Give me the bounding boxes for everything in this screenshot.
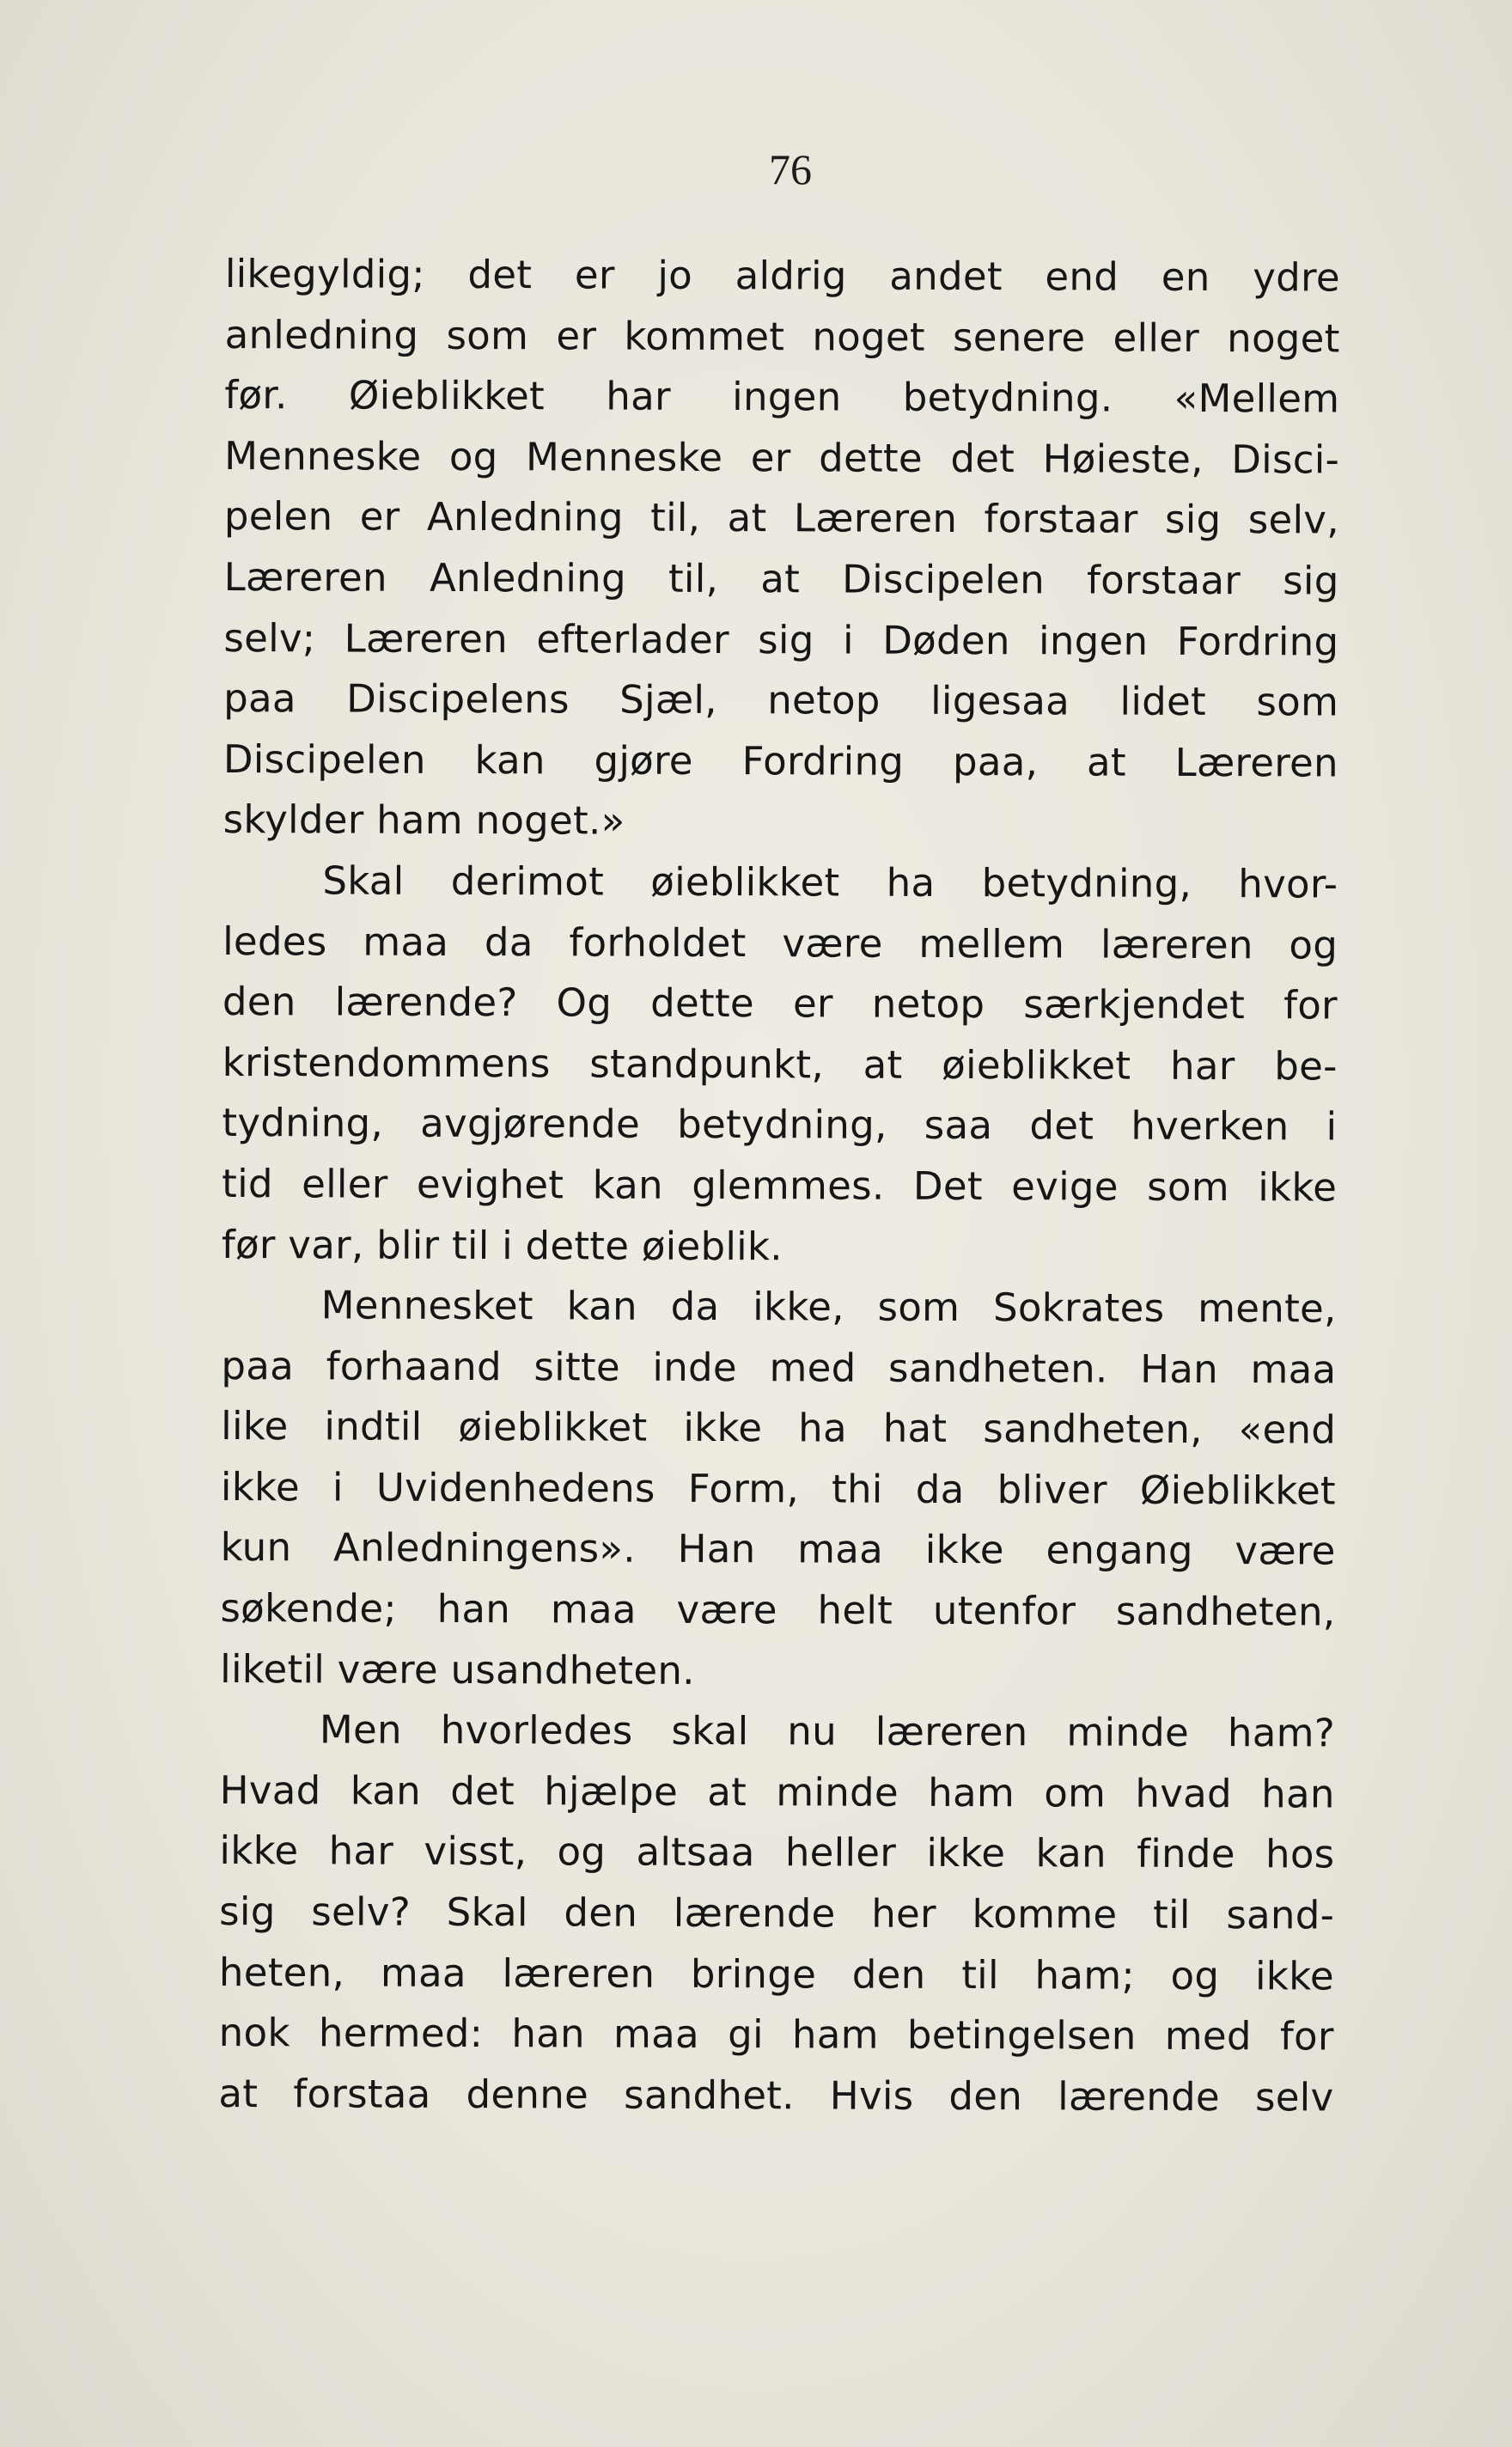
text-line: Discipelen kan gjøre Fordring paa, at Læreren bbox=[223, 735, 1338, 786]
text-line: Menneske og Menneske er dette det Høieste, Disci- bbox=[224, 432, 1340, 483]
text-line: Skal derimot øieblikket ha betydning, hvor- bbox=[322, 857, 1338, 907]
text-line: Læreren Anledning til, at Discipelen forstaar sig bbox=[223, 553, 1339, 604]
text-line: ledes maa da forholdet være mellem læreren og bbox=[223, 918, 1338, 968]
paragraph bbox=[223, 244, 1340, 854]
page-number: 76 bbox=[769, 145, 812, 193]
text-line: den lærende? Og dette er netop særkjendet for bbox=[222, 979, 1338, 1028]
text-line: selv; Læreren efterlader sig i Døden ingen Fordring bbox=[223, 614, 1339, 665]
text-line: likegyldig; det er jo aldrig andet end en ydre bbox=[224, 250, 1340, 301]
text-line: heten, maa læreren bringe den til ham; og ikke bbox=[218, 1949, 1335, 1999]
text-line: liketil være usandheten. bbox=[220, 1645, 695, 1693]
text-line: Hvad kan det hjælpe at minde ham om hvad han bbox=[219, 1767, 1335, 1817]
text-line: tydning, avgjørende betydning, saa det hverken i bbox=[222, 1100, 1338, 1150]
paragraph bbox=[220, 1275, 1337, 1704]
body-text bbox=[218, 244, 1340, 2128]
text-line: tid eller evighet kan glemmes. Det evige som ikke bbox=[222, 1160, 1338, 1211]
text-line: ikke har visst, og altsaa heller ikke kan finde hos bbox=[219, 1828, 1335, 1877]
paragraph bbox=[218, 1699, 1335, 2128]
text-line: kun Anledningens». Han maa ikke engang være bbox=[220, 1524, 1336, 1574]
text-line: sig selv? Skal den lærende her komme til sand- bbox=[219, 1889, 1335, 1938]
text-line: Men hvorledes skal nu læreren minde ham? bbox=[319, 1706, 1336, 1756]
text-line: søkende; han maa være helt utenfor sandheten, bbox=[220, 1585, 1336, 1635]
text-line: skylder ham noget.» bbox=[223, 796, 625, 844]
text-line: like indtil øieblikket ikke ha hat sandheten, «end bbox=[221, 1403, 1337, 1453]
text-line: før var, blir til i dette øieblik. bbox=[221, 1221, 783, 1269]
text-line: Mennesket kan da ikke, som Sokrates mente, bbox=[320, 1282, 1337, 1332]
text-line: anledning som er kommet noget senere eller noget bbox=[224, 311, 1340, 362]
text-line: pelen er Anledning til, at Læreren forstaar sig selv, bbox=[223, 493, 1339, 543]
text-line: at forstaa denne sandhet. Hvis den lærende selv bbox=[218, 2070, 1334, 2121]
text-line: ikke i Uvidenhedens Form, thi da bliver Øieblikket bbox=[220, 1463, 1337, 1514]
paragraph bbox=[222, 851, 1338, 1279]
text-line: paa Discipelens Sjæl, netop ligesaa lidet som bbox=[223, 675, 1339, 725]
text-line: paa forhaand sitte inde med sandheten. Han maa bbox=[221, 1342, 1337, 1393]
text-line: nok hermed: han maa gi ham betingelsen med for bbox=[218, 2010, 1334, 2060]
text-line: kristendommens standpunkt, at øieblikket har be- bbox=[222, 1039, 1338, 1089]
text-line: før. Øieblikket har ingen betydning. «Mellem bbox=[224, 372, 1340, 422]
